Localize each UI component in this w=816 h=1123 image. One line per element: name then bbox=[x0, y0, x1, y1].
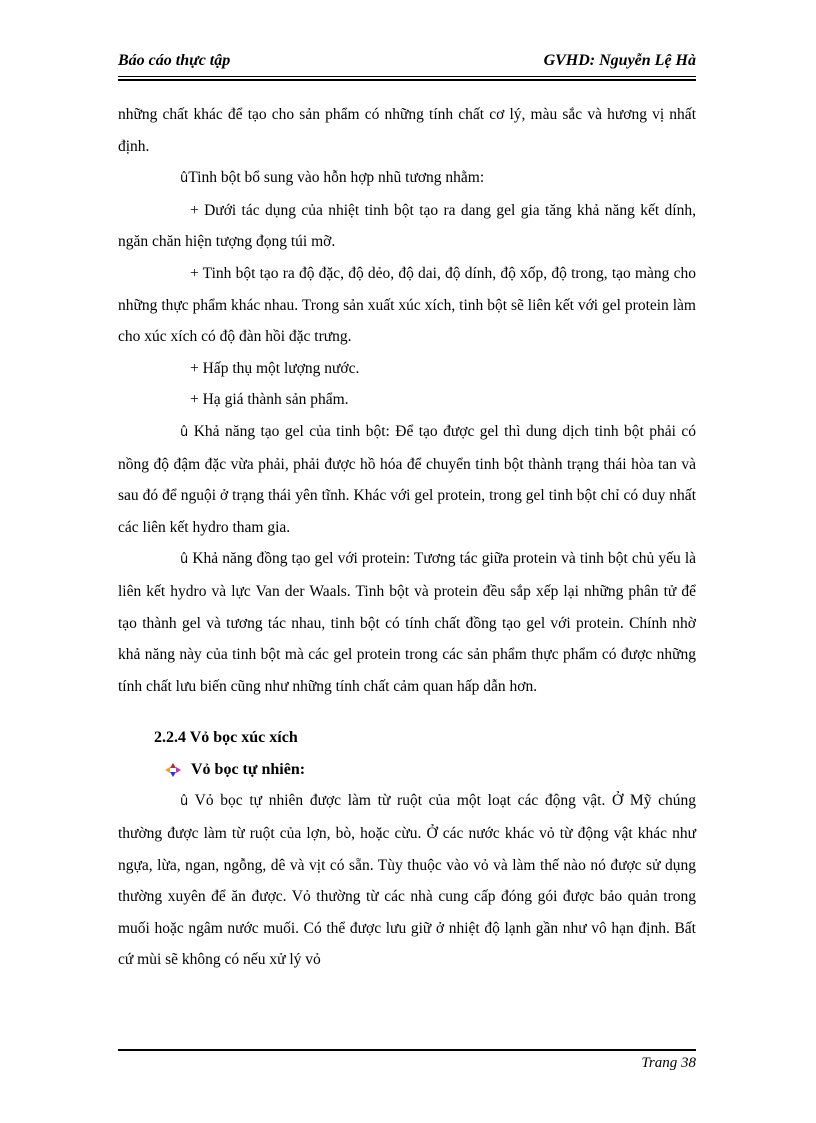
four-arrows-bullet-icon bbox=[165, 763, 181, 777]
paragraph-natural-casing bbox=[118, 785, 696, 976]
paragraph-cost: + Hạ giá thành sản phẩm. bbox=[190, 391, 349, 409]
header-rule-thick bbox=[118, 79, 696, 81]
checkmark-bullet-icon: û bbox=[180, 171, 189, 187]
paragraph-text: Tinh bột bổ sung vào hỗn hợp nhũ tương nhằm: bbox=[188, 169, 485, 187]
subsection-heading bbox=[118, 754, 696, 786]
header-advisor: GVHD: Nguyễn Lệ Hà bbox=[543, 52, 696, 69]
paragraph-gel-binding: + Dưới tác dụng của nhiệt tinh bột tạo ra dang gel gia tăng khả năng kết dính, ngăn chăn hiện tượng đọng túi mỡ. bbox=[118, 201, 696, 251]
header-report-title: Báo cáo thực tập bbox=[118, 52, 231, 69]
page-body bbox=[118, 99, 696, 976]
paragraph-gel-formation bbox=[118, 416, 696, 543]
paragraph-continuation: những chất khác để tạo cho sản phẩm có những tính chất cơ lý, màu sắc và hương vị nhất định. bbox=[118, 106, 696, 155]
paragraph-text: Khả năng tạo gel của tinh bột: Để tạo được gel thì dung dịch tinh bột phải có nồng độ đậm đặc vừa phải, phải được hồ hóa để chuyển tinh bột thành trạng thái hòa tan và sau đó để nguội ở trạng thái yên tĩnh. Khác với gel protein, trong gel tinh bột chỉ có duy nhất các liên kết hydro tham gia. bbox=[118, 422, 696, 536]
section-heading: 2.2.4 Vỏ bọc xúc xích bbox=[154, 729, 298, 747]
page-header bbox=[118, 50, 696, 76]
header-rule-thin bbox=[118, 76, 696, 77]
paragraph-co-gel bbox=[118, 543, 696, 702]
checkmark-bullet-icon: û bbox=[180, 794, 189, 810]
paragraph-texture: + Tinh bột tạo ra độ đặc, độ dẻo, độ dai, độ dính, độ xốp, độ trong, tạo màng cho những thực phẩm khác nhau. Trong sản xuất xúc xích, tinh bột sẽ liên kết với gel protein làm cho xúc xích có độ đàn hồi đặc trưng. bbox=[118, 264, 696, 346]
paragraph-water: + Hấp thụ một lượng nước. bbox=[190, 359, 360, 377]
paragraph-starch-purpose bbox=[118, 162, 696, 195]
paragraph-text: Vỏ bọc tự nhiên được làm từ ruột của một loạt các động vật. Ở Mỹ chúng thường được làm từ ruột của lợn, bò, hoặc cừu. Ở các nước khác vỏ từ động vật khác như ngựa, lừa, ngan, ngỗng, dê và vịt có sẵn. Tùy thuộc vào vỏ và làm thế nào nó được sử dụng thường xuyên để ăn được. Vỏ thường từ các nhà cung cấp đóng gói được bảo quản trong muối hoặc ngâm nước muối. Có thể được lưu giữ ở nhiệt độ lạnh gần như vô hạn định. Bất cứ mùi sẽ không có nếu xử lý vỏ bbox=[118, 792, 696, 969]
checkmark-bullet-icon: û bbox=[180, 552, 189, 568]
checkmark-bullet-icon: û bbox=[180, 424, 189, 440]
footer-rule bbox=[118, 1049, 696, 1051]
subsection-text: Vỏ bọc tự nhiên: bbox=[191, 760, 306, 778]
page-number: Trang 38 bbox=[641, 1055, 696, 1071]
paragraph-text: Khả năng đồng tạo gel với protein: Tương tác giữa protein và tinh bột chủ yếu là liên kết hydro và lực Van der Waals. Tinh bột và protein đều sắp xếp lại những phân tử để tạo thành gel và tương tác nhau, tinh bột có tính chất đồng tạo gel với protein. Chính nhờ khả năng này của tinh bột mà các gel protein trong các sản phẩm thực phẩm có được những tính chất lưu biến cũng như những tính chất cảm quan hấp dẫn hơn. bbox=[118, 550, 697, 695]
